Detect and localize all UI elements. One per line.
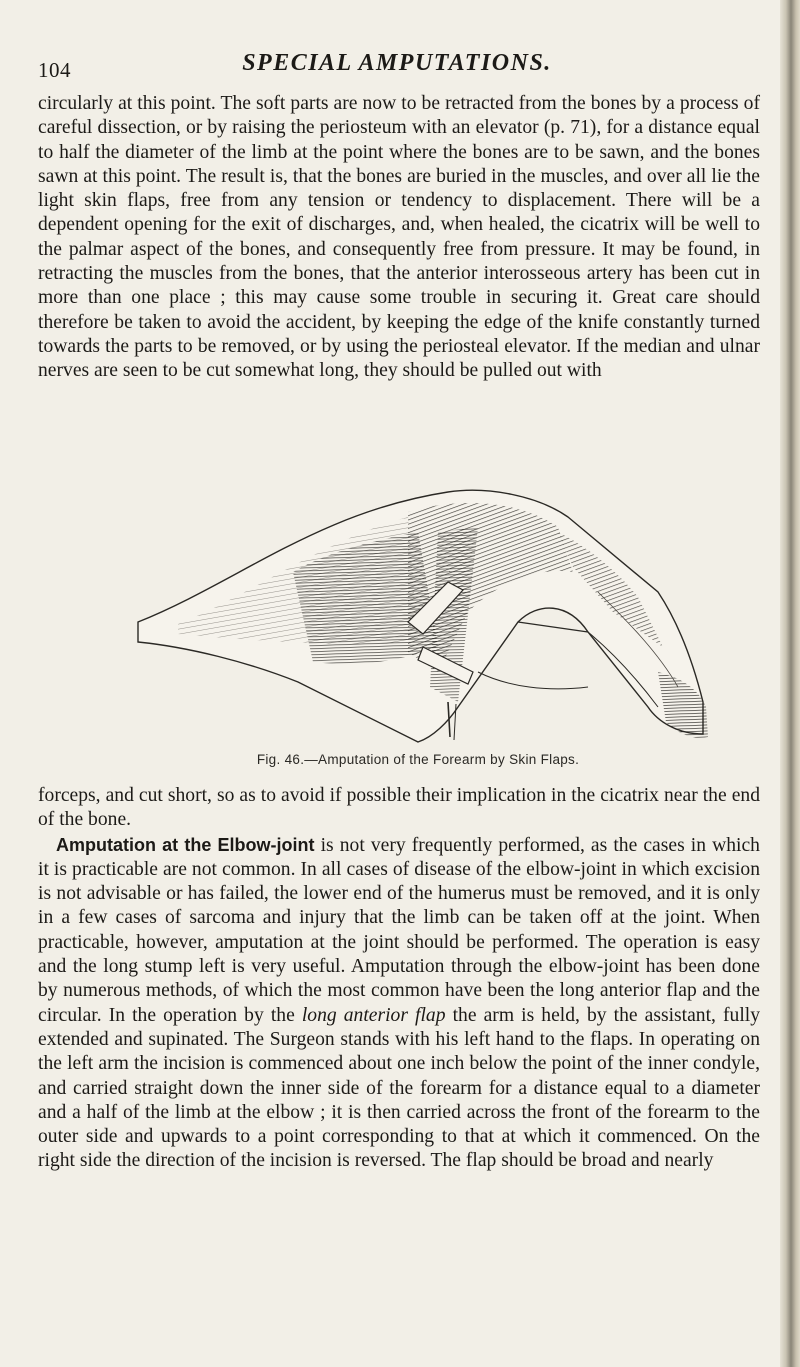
page-edge bbox=[780, 0, 800, 1367]
paragraph-3-part-1: is not very frequently performed, as the cases in which it is practicable are not common. In all cases of disease of the elbow-joint in which excision is not advisable or has failed, the lower end of the humerus must be removed, and it is only in a few cases of sarcoma and injury that the limb can be taken off at the joint. When practicable, however, amputation at the joint should be performed. The operation is easy and the long stump left is very useful. Amputation through the elbow-joint has been done by numerous methods, of which the most common have been the long anterior flap and the circular. In the operation by the bbox=[38, 834, 760, 1026]
paragraph-2: forceps, and cut short, so as to avoid if possible their implication in the cicatrix near the end of the bone. bbox=[38, 785, 760, 831]
paragraph-1: circularly at this point. The soft parts are now to be retracted from the bones by a process of careful dissection, or by raising the periosteum with an elevator (p. 71), for a distance equal to half the diameter of the limb at the point where the bones are to be sawn, and the bones sawn at this point. The result is, that the bones are buried in the muscles, and over all lie the light skin flaps, free from any tension or tendency to displacement. There will be a dependent opening for the exit of discharges, and, when healed, the cicatrix will be well to the palmar aspect of the bones, and consequently free from pressure. It may be found, in retracting the muscles from the bones, that the anterior interosseous artery has been cut in more than one place ; this may cause some trouble in securing it. Great care should therefore be taken to avoid the accident, by keeping the edge of the knife constantly turned towards the parts to be removed, or by using the periosteal elevator. If the median and ulnar nerves are seen to be cut somewhat long, they should be pulled out with bbox=[38, 93, 760, 382]
paragraph-3-part-2: the arm is held, by the assistant, fully extended and supinated. The Surgeon stands with his left hand to the flaps. In operating on the left arm the incision is commenced about one inch below the point of the inner condyle, and carried straight down the inner side of the forearm for a distance equal to a diameter and a half of the limb at the elbow ; it is then carried across the front of the forearm to the outer side and upwards to a point corresponding to that at which it commenced. On the right side the direction of the incision is reversed. The flap should be broad and nearly bbox=[38, 1004, 761, 1172]
paragraph-3-italic: long anterior flap bbox=[301, 1004, 446, 1026]
running-title: SPECIAL AMPUTATIONS. bbox=[242, 50, 552, 76]
forearm-amputation-illustration bbox=[118, 472, 718, 747]
hand bbox=[658, 672, 708, 738]
body-text-bottom bbox=[38, 784, 760, 1174]
paragraph-3 bbox=[38, 833, 760, 1174]
body-text-top bbox=[38, 92, 760, 384]
flap-incision-line bbox=[518, 622, 588, 632]
figure-46 bbox=[118, 472, 718, 772]
page-number: 104 bbox=[38, 58, 71, 82]
flap-edge-line bbox=[478, 672, 588, 689]
section-heading-elbow-joint: Amputation at the Elbow-joint bbox=[56, 834, 315, 855]
page-header bbox=[38, 44, 756, 84]
figure-caption: Fig. 46.—Amputation of the Forearm by Skin Flaps. bbox=[256, 752, 580, 767]
